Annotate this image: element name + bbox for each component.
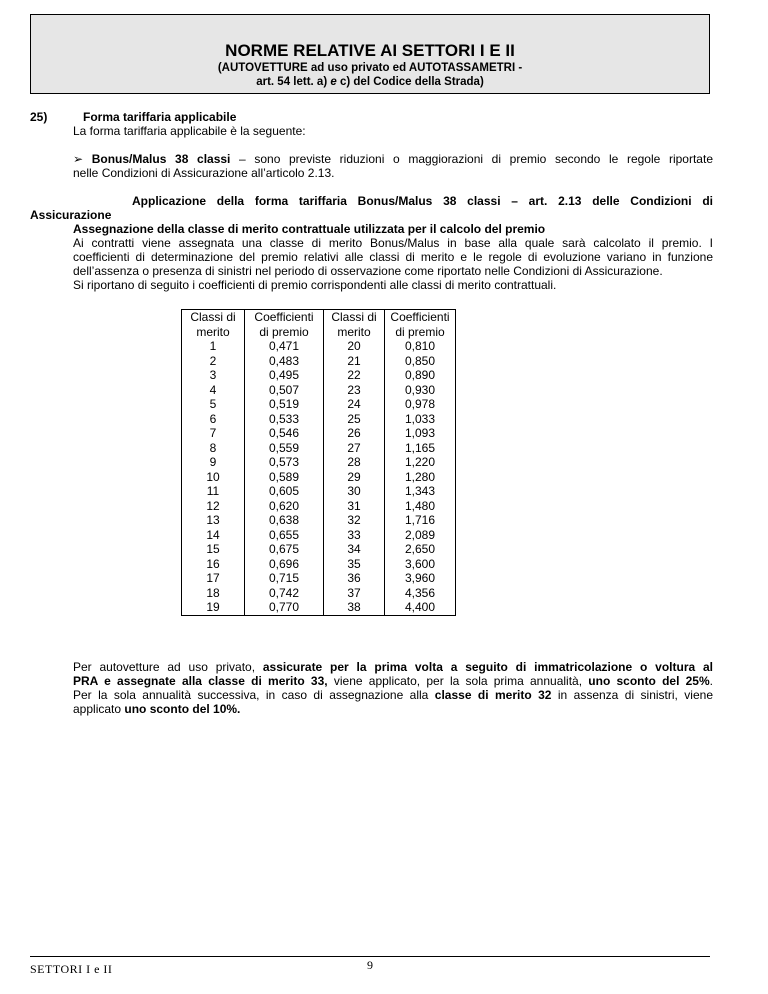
cell-coefficiente-1: 0,742 — [245, 586, 324, 601]
cell-coefficiente-2: 1,033 — [385, 412, 456, 427]
cell-classe-1: 14 — [182, 528, 245, 543]
cell-classe-1: 8 — [182, 441, 245, 456]
cell-coefficiente-1: 0,533 — [245, 412, 324, 427]
table-row — [182, 455, 456, 470]
cell-coefficiente-1: 0,770 — [245, 600, 324, 615]
cell-classe-2: 27 — [324, 441, 385, 456]
cell-coefficiente-2: 1,093 — [385, 426, 456, 441]
cell-coefficiente-1: 0,655 — [245, 528, 324, 543]
cell-coefficiente-1: 0,638 — [245, 513, 324, 528]
cell-coefficiente-2: 1,165 — [385, 441, 456, 456]
cell-coefficiente-2: 1,280 — [385, 470, 456, 485]
footer-label: SETTORI I e II — [30, 962, 113, 976]
bullet-text: – sono previste riduzioni o maggiorazioni di premio secondo le regole riportate — [230, 152, 713, 166]
cell-classe-2: 38 — [324, 600, 385, 615]
cell-coefficiente-1: 0,573 — [245, 455, 324, 470]
cell-classe-2: 36 — [324, 571, 385, 586]
closing-bold: PRA e assegnate alla classe di merito 33, — [73, 674, 328, 688]
cell-classe-1: 18 — [182, 586, 245, 601]
table-row — [182, 513, 456, 528]
paragraph-line3: dell’assenza o presenza di sinistri nel periodo di osservazione come riportato nelle Condizioni di Assicurazione. — [73, 264, 663, 278]
cell-classe-1: 12 — [182, 499, 245, 514]
table-row — [182, 383, 456, 398]
cell-coefficiente-2: 0,810 — [385, 339, 456, 354]
paragraph-line2: coefficienti di determinazione del premio relativi alle classi di merito e le regole di evoluzione variano in funzione — [73, 250, 713, 264]
table-row — [182, 412, 456, 427]
closing-line4 — [73, 702, 240, 716]
paragraph-line1: Ai contratti viene assegnata una classe di merito Bonus/Malus in base alla quale sarà calcolato il premio. I — [73, 236, 713, 250]
table-row — [182, 600, 456, 615]
cell-coefficiente-2: 2,650 — [385, 542, 456, 557]
closing-text: . — [709, 674, 713, 688]
subtitle-part-b: c) del Codice della Strada) — [339, 76, 484, 88]
cell-coefficiente-2: 4,356 — [385, 586, 456, 601]
header-coefficienti-2: Coefficienti di premio — [385, 310, 456, 340]
cell-classe-2: 24 — [324, 397, 385, 412]
cell-classe-1: 5 — [182, 397, 245, 412]
cell-classe-2: 35 — [324, 557, 385, 572]
cell-coefficiente-2: 1,480 — [385, 499, 456, 514]
table-row — [182, 426, 456, 441]
cell-coefficiente-1: 0,589 — [245, 470, 324, 485]
cell-classe-1: 4 — [182, 383, 245, 398]
paragraph-line4: Si riportano di seguito i coefficienti di premio corrispondenti alle classi di merito contrattuali. — [73, 278, 557, 292]
section-number: 25) — [30, 110, 48, 124]
cell-classe-1: 19 — [182, 600, 245, 615]
table-row — [182, 470, 456, 485]
page-title: NORME RELATIVE AI SETTORI I E II — [225, 41, 515, 60]
closing-line1 — [73, 660, 713, 674]
cell-coefficiente-2: 1,220 — [385, 455, 456, 470]
cell-coefficiente-2: 0,930 — [385, 383, 456, 398]
cell-coefficiente-1: 0,519 — [245, 397, 324, 412]
cell-coefficiente-2: 3,960 — [385, 571, 456, 586]
cell-coefficiente-1: 0,546 — [245, 426, 324, 441]
cell-classe-2: 30 — [324, 484, 385, 499]
cell-classe-1: 6 — [182, 412, 245, 427]
table-header-row — [182, 310, 456, 340]
page-subtitle-line2 — [31, 75, 709, 89]
closing-text: applicato — [73, 702, 125, 716]
cell-coefficiente-1: 0,507 — [245, 383, 324, 398]
cell-classe-2: 31 — [324, 499, 385, 514]
cell-coefficiente-2: 1,716 — [385, 513, 456, 528]
header-box — [30, 14, 710, 94]
cell-classe-2: 20 — [324, 339, 385, 354]
cell-classe-2: 23 — [324, 383, 385, 398]
cell-coefficiente-1: 0,675 — [245, 542, 324, 557]
section-intro: La forma tariffaria applicabile è la seguente: — [73, 124, 306, 138]
section-heading: Forma tariffaria applicabile — [83, 110, 237, 124]
cell-classe-2: 22 — [324, 368, 385, 383]
table-row — [182, 484, 456, 499]
cell-classe-2: 33 — [324, 528, 385, 543]
cell-classe-1: 10 — [182, 470, 245, 485]
cell-classe-2: 25 — [324, 412, 385, 427]
closing-text: viene applicato, per la sola prima annualità, — [327, 674, 589, 688]
table-row — [182, 354, 456, 369]
cell-coefficiente-1: 0,620 — [245, 499, 324, 514]
cell-coefficiente-2: 0,850 — [385, 354, 456, 369]
page-number: 9 — [367, 958, 373, 972]
cell-coefficiente-1: 0,471 — [245, 339, 324, 354]
table-row — [182, 499, 456, 514]
cell-coefficiente-1: 0,559 — [245, 441, 324, 456]
cell-coefficiente-1: 0,605 — [245, 484, 324, 499]
table-row — [182, 542, 456, 557]
header-coefficienti-1: Coefficienti di premio — [245, 310, 324, 340]
cell-classe-1: 16 — [182, 557, 245, 572]
closing-bold: uno sconto del 10%. — [124, 702, 241, 716]
cell-coefficiente-1: 0,495 — [245, 368, 324, 383]
footer-divider — [30, 956, 710, 957]
application-heading-line2: Assicurazione — [30, 208, 112, 222]
closing-text: Per la sola annualità successiva, in caso di assegnazione alla — [73, 688, 435, 702]
table-row — [182, 586, 456, 601]
cell-classe-1: 9 — [182, 455, 245, 470]
cell-classe-1: 2 — [182, 354, 245, 369]
table-row — [182, 397, 456, 412]
application-heading-line1: Applicazione della forma tariffaria Bonus/Malus 38 classi – art. 2.13 delle Condizioni di — [132, 194, 713, 208]
page-subtitle-line1: (AUTOVETTURE ad uso privato ed AUTOTASSAMETRI - — [217, 62, 523, 74]
closing-bold: uno sconto del 25% — [588, 674, 710, 688]
cell-classe-2: 34 — [324, 542, 385, 557]
cell-classe-2: 37 — [324, 586, 385, 601]
cell-classe-1: 3 — [182, 368, 245, 383]
closing-line2 — [73, 674, 713, 688]
closing-text: Per autovetture ad uso privato, — [73, 660, 263, 674]
header-classi-merito-2: Classi di merito — [324, 310, 385, 340]
cell-classe-1: 7 — [182, 426, 245, 441]
cell-classe-2: 29 — [324, 470, 385, 485]
bullet-arrow-icon: ➢ — [73, 152, 84, 166]
cell-classe-1: 1 — [182, 339, 245, 354]
table-row — [182, 368, 456, 383]
cell-classe-1: 11 — [182, 484, 245, 499]
cell-coefficiente-2: 2,089 — [385, 528, 456, 543]
subtitle-part-a: art. 54 lett. a) — [256, 76, 328, 88]
bullet-line1 — [73, 152, 713, 166]
closing-bold: classe di merito 32 — [434, 688, 552, 702]
closing-text: in assenza di sinistri, viene — [551, 688, 713, 702]
cell-classe-1: 15 — [182, 542, 245, 557]
cell-classe-2: 32 — [324, 513, 385, 528]
cell-coefficiente-1: 0,715 — [245, 571, 324, 586]
table-row — [182, 571, 456, 586]
table-row — [182, 528, 456, 543]
cell-coefficiente-2: 0,978 — [385, 397, 456, 412]
cell-coefficiente-2: 4,400 — [385, 600, 456, 615]
cell-coefficiente-2: 1,343 — [385, 484, 456, 499]
cell-coefficiente-2: 3,600 — [385, 557, 456, 572]
assignment-heading: Assegnazione della classe di merito contrattuale utilizzata per il calcolo del premio — [73, 222, 546, 236]
cell-classe-1: 17 — [182, 571, 245, 586]
closing-line3 — [73, 688, 713, 702]
bullet-line2: nelle Condizioni di Assicurazione all’articolo 2.13. — [73, 166, 335, 180]
header-classi-merito-1: Classi di merito — [182, 310, 245, 340]
coefficients-table — [181, 309, 456, 616]
table-row — [182, 339, 456, 354]
subtitle-part-e: e — [330, 76, 337, 88]
cell-classe-2: 28 — [324, 455, 385, 470]
cell-coefficiente-1: 0,696 — [245, 557, 324, 572]
table-row — [182, 557, 456, 572]
cell-classe-1: 13 — [182, 513, 245, 528]
cell-classe-2: 21 — [324, 354, 385, 369]
cell-classe-2: 26 — [324, 426, 385, 441]
bullet-bold: Bonus/Malus 38 classi — [91, 152, 231, 166]
cell-coefficiente-1: 0,483 — [245, 354, 324, 369]
closing-bold: assicurate per la prima volta a seguito di immatricolazione o voltura al — [262, 660, 713, 674]
table-row — [182, 441, 456, 456]
cell-coefficiente-2: 0,890 — [385, 368, 456, 383]
